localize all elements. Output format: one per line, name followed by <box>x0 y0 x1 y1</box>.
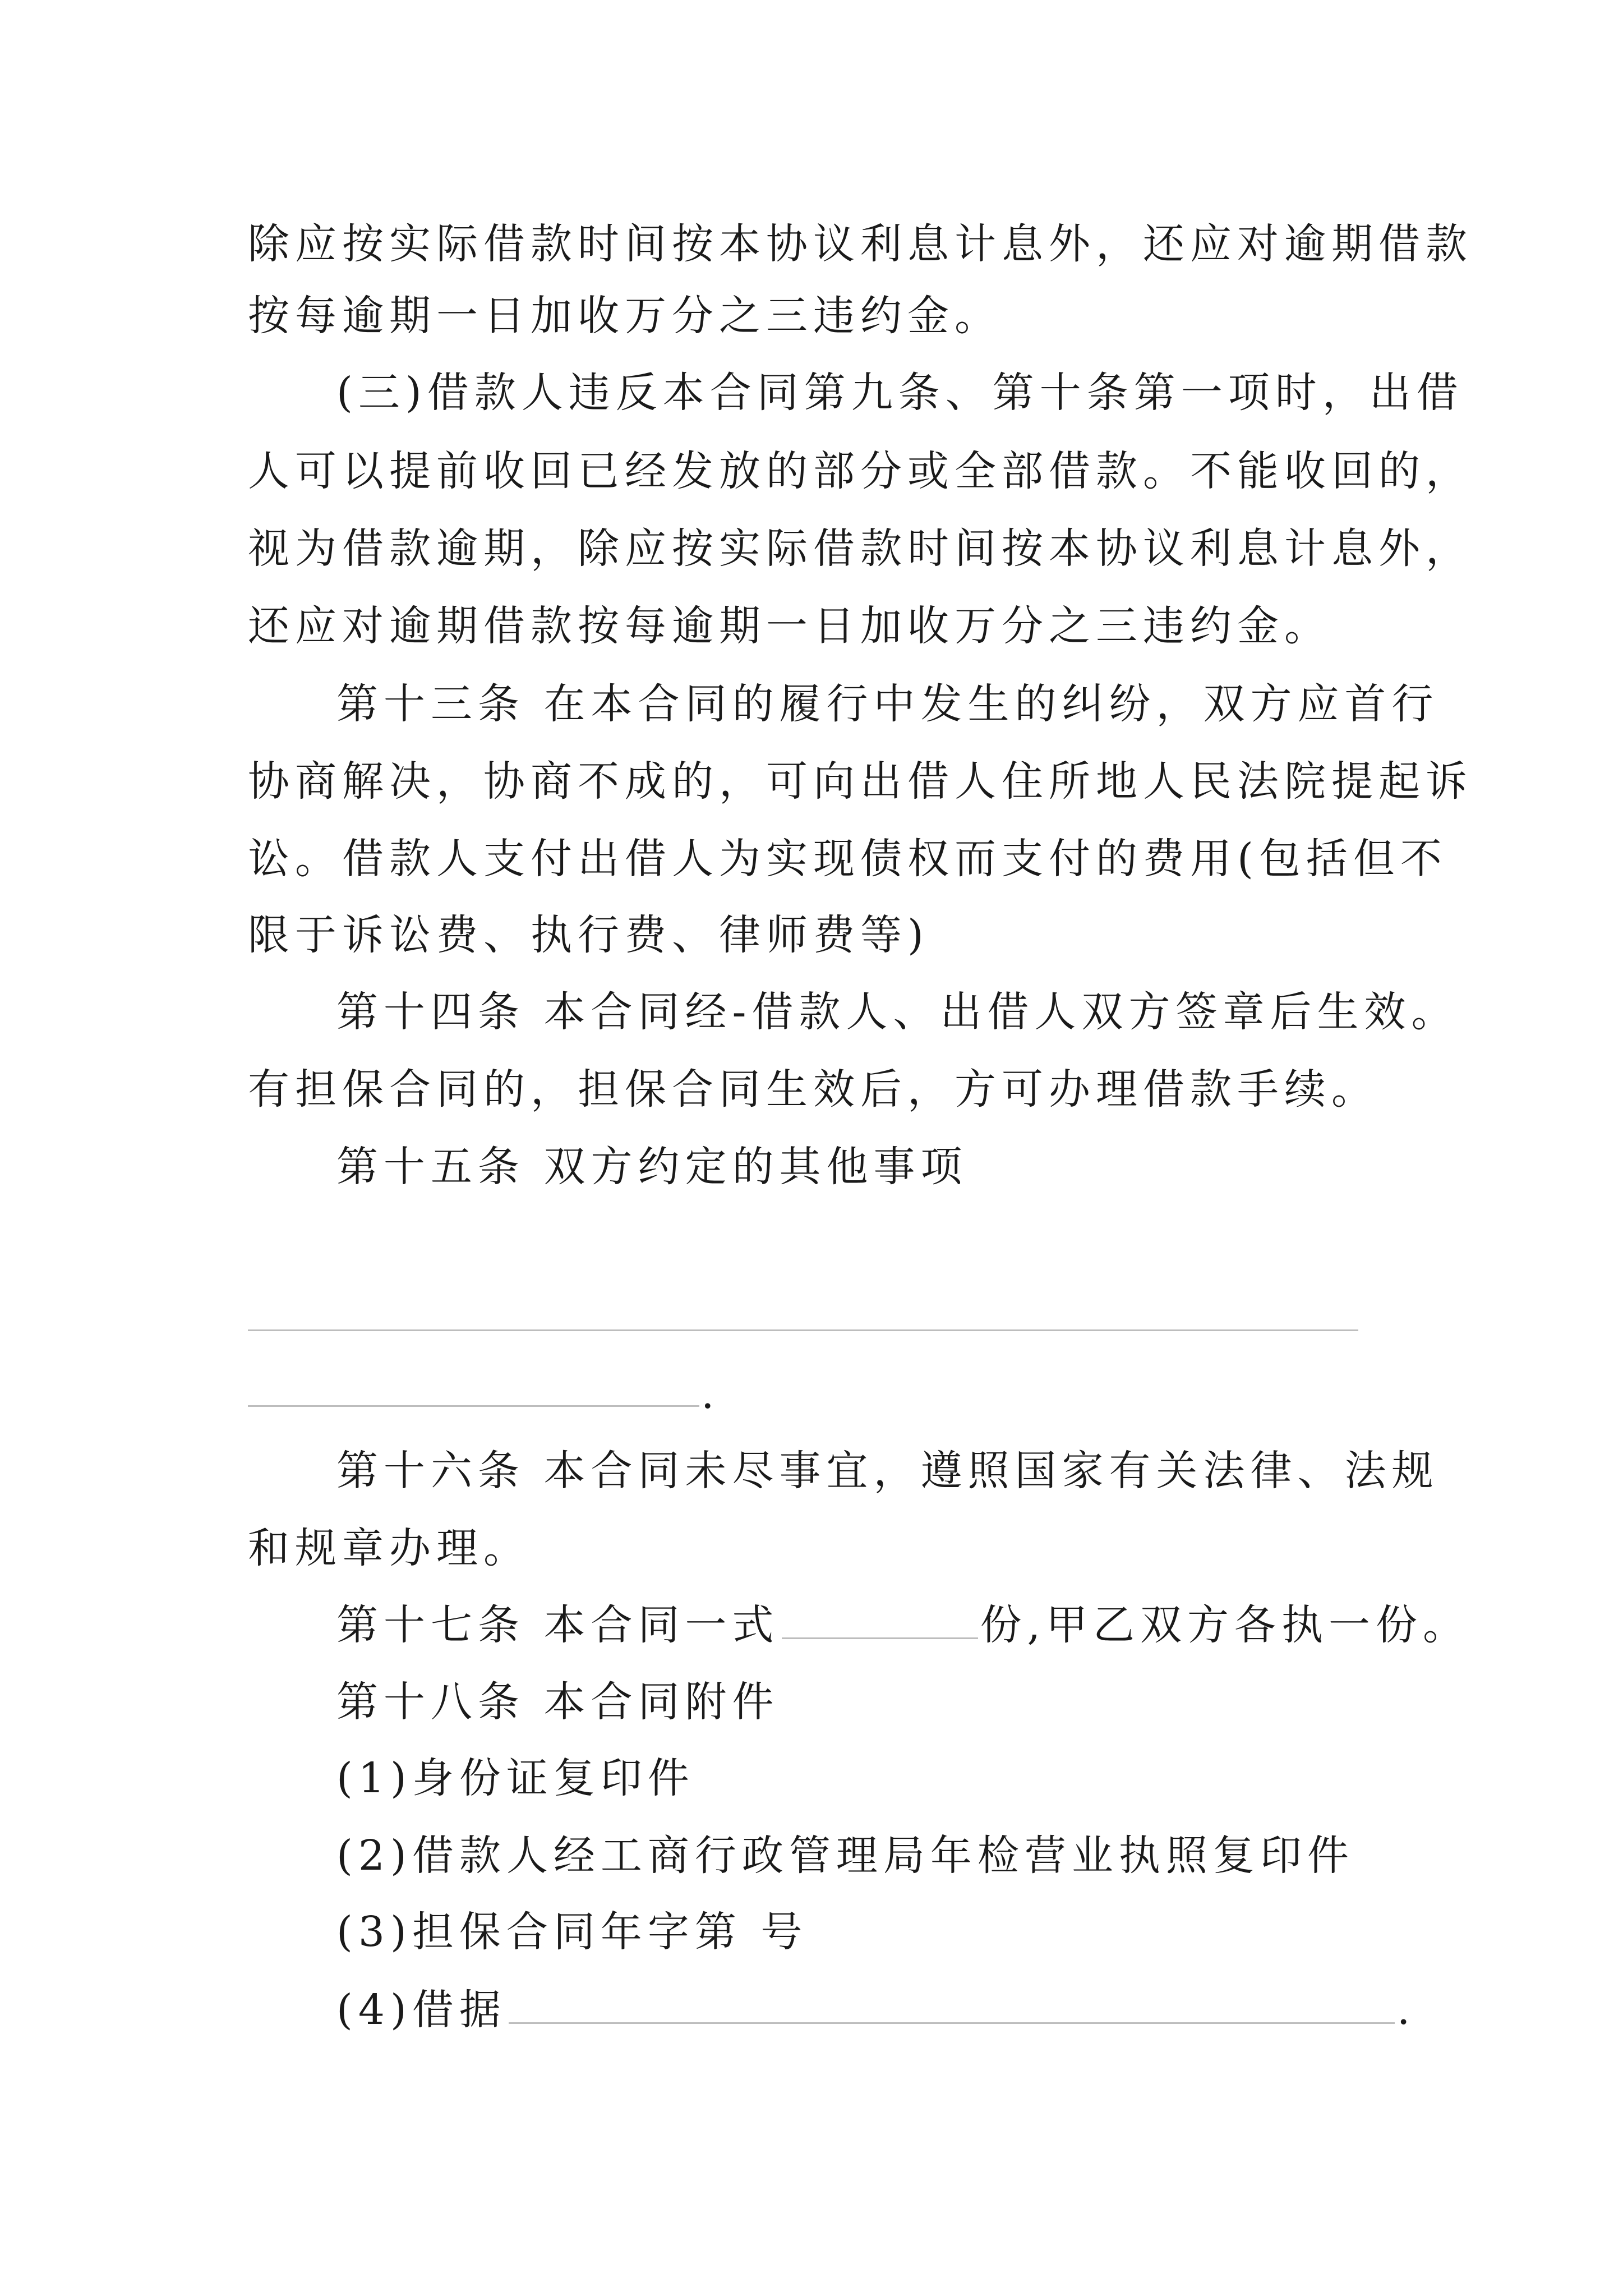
paragraph-line: 第十四条 本合同经-借款人、出借人双方签章后生效。 <box>336 988 1459 1036</box>
clause-text: 第十七条 本合同一式 <box>336 1601 780 1649</box>
attachment-item <box>336 1982 1415 2038</box>
paragraph-line: 除应按实际借款时间按本协议利息计息外，还应对逾期借款 <box>248 220 1473 268</box>
blank-fill-line <box>248 1405 699 1407</box>
attachment-item: (3)担保合同年字第 号 <box>336 1908 808 1956</box>
paragraph-line: 第十三条 在本合同的履行中发生的纠纷，双方应首行 <box>336 680 1439 728</box>
paragraph-line: 按每逾期一日加收万分之三违约金。 <box>248 292 1002 340</box>
attachment-label: (4)借据 <box>336 1986 506 2034</box>
paragraph-line: 第十六条 本合同未尽事宜，遵照国家有关法律、法规 <box>336 1447 1439 1495</box>
blank-fill-line <box>248 1329 1358 1331</box>
clause-text: 份,甲乙双方各执一份。 <box>980 1601 1470 1649</box>
paragraph-line: 还应对逾期借款按每逾期一日加收万分之三违约金。 <box>248 602 1331 650</box>
paragraph-line: (三)借款人违反本合同第九条、第十条第一项时，出借 <box>336 369 1464 417</box>
line-end-period: . <box>1396 1986 1416 2034</box>
attachment-item: (2)借款人经工商行政管理局年检营业执照复印件 <box>336 1832 1354 1880</box>
attachment-item: (1)身份证复印件 <box>336 1754 695 1802</box>
copies-blank-line <box>782 1637 978 1639</box>
paragraph-line: 有担保合同的，担保合同生效后，方可办理借款手续。 <box>248 1065 1378 1114</box>
paragraph-line <box>336 1597 1470 1653</box>
paragraph-line: 限于诉讼费、执行费、律师费等) <box>248 911 929 959</box>
paragraph-line: 人可以提前收回已经发放的部分或全部借款。不能收回的， <box>248 447 1473 495</box>
paragraph-line: 讼。借款人支付出借人为实现债权而支付的费用(包括但不 <box>248 835 1447 883</box>
iou-blank-line <box>509 2022 1395 2024</box>
line-end-period: . <box>701 1370 714 1418</box>
paragraph-line: 视为借款逾期，除应按实际借款时间按本协议利息计息外， <box>248 524 1473 573</box>
paragraph-line: 第十八条 本合同附件 <box>336 1678 780 1726</box>
paragraph-line: 和规章办理。 <box>248 1524 531 1572</box>
paragraph-line: 协商解决，协商不成的，可向出借人住所地人民法院提起诉 <box>248 757 1473 806</box>
paragraph-line: 第十五条 双方约定的其他事项 <box>336 1143 968 1191</box>
